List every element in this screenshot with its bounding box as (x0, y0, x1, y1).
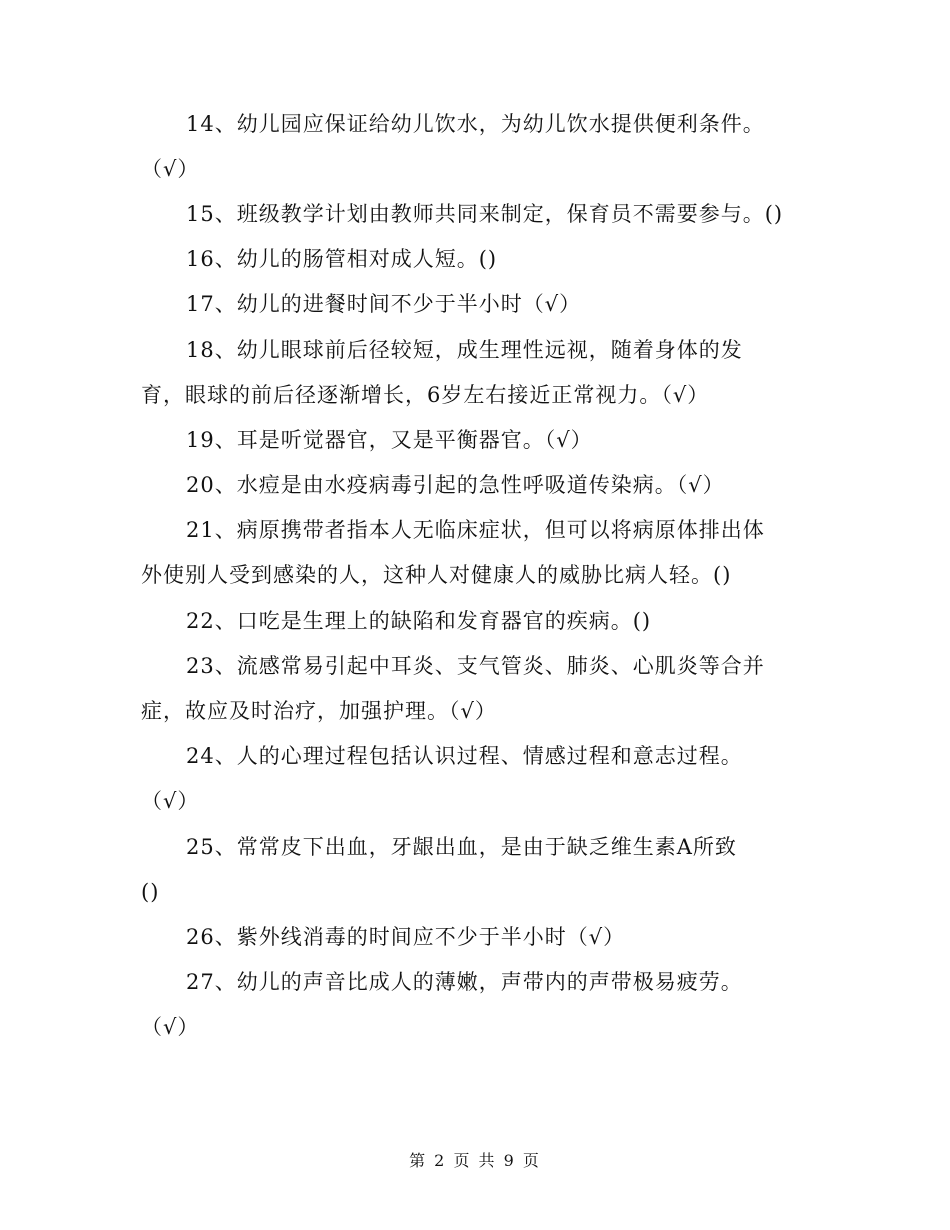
item-21-line-1: 21、病原携带者指本人无临床症状，但可以将病原体排出体 (186, 518, 765, 542)
item-23-line-2: 症，故应及时治疗，加强护理。（√） (141, 699, 497, 723)
item-17-line-1: 17、幼儿的进餐时间不少于半小时（√） (186, 292, 582, 316)
item-24-line-1: 24、人的心理过程包括认识过程、情感过程和意志过程。 (186, 744, 743, 768)
item-23-line-1: 23、流感常易引起中耳炎、支气管炎、肺炎、心肌炎等合并 (186, 654, 765, 678)
item-14-line-2: （√） (141, 157, 200, 181)
item-25-line-2: () (141, 880, 160, 904)
item-25-line-1: 25、常常皮下出血，牙龈出血，是由于缺乏维生素A所致 (186, 835, 737, 859)
item-20-line-1: 20、水痘是由水疫病毒引起的急性呼吸道传染病。（√） (186, 473, 725, 497)
item-24-line-2: （√） (141, 789, 200, 813)
item-27-line-1: 27、幼儿的声音比成人的薄嫩，声带内的声带极易疲劳。 (186, 970, 743, 994)
item-21-line-2: 外使别人受到感染的人，这种人对健康人的威胁比病人轻。() (141, 563, 732, 587)
item-27-line-2: （√） (141, 1015, 200, 1039)
page-number-footer: 第 2 页 共 9 页 (409, 1151, 541, 1170)
item-26-line-1: 26、紫外线消毒的时间应不少于半小时（√） (186, 925, 626, 949)
item-16-line-1: 16、幼儿的肠管相对成人短。() (186, 247, 498, 271)
item-18-line-1: 18、幼儿眼球前后径较短，成生理性远视，随着身体的发 (186, 338, 743, 362)
item-22-line-1: 22、口吃是生理上的缺陷和发育器官的疾病。() (186, 609, 652, 633)
item-19-line-1: 19、耳是听觉器官，又是平衡器官。（√） (186, 428, 593, 452)
item-14-line-1: 14、幼儿园应保证给幼儿饮水，为幼儿饮水提供便利条件。 (186, 112, 765, 136)
item-18-line-2: 育，眼球的前后径逐渐增长，6岁左右接近正常视力。（√） (141, 383, 710, 407)
item-15-line-1: 15、班级教学计划由教师共同来制定，保育员不需要参与。() (186, 202, 784, 226)
